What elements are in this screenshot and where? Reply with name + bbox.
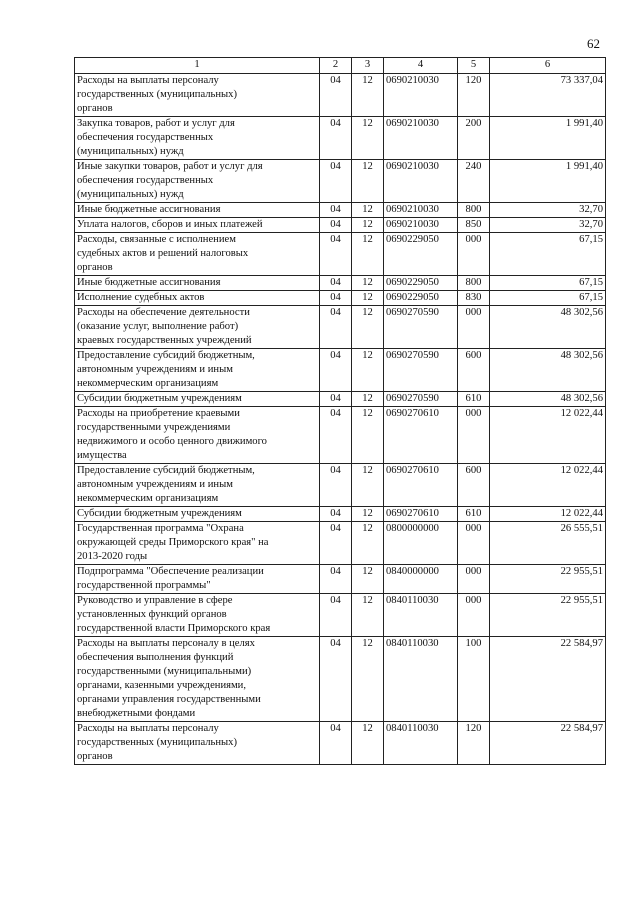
subsection-code: 12 [352, 594, 384, 637]
table-row [75, 722, 606, 765]
target-item-code: 0690210030 [384, 218, 458, 233]
subsection-code: 12 [352, 291, 384, 306]
amount-value: 12 022,44 [490, 407, 606, 464]
expense-type-code: 000 [458, 522, 490, 565]
section-code: 04 [320, 306, 352, 349]
target-item-code: 0840110030 [384, 594, 458, 637]
table-row [75, 291, 606, 306]
expense-type-code: 120 [458, 722, 490, 765]
description-line: некоммерческим организациям [77, 378, 219, 389]
table-row [75, 392, 606, 407]
page-number: 62 [587, 36, 600, 51]
row-description [75, 392, 320, 407]
target-item-code: 0690270610 [384, 464, 458, 507]
description-line: Руководство и управление в сфере [77, 595, 233, 606]
amount-value: 48 302,56 [490, 306, 606, 349]
section-code: 04 [320, 291, 352, 306]
table-row [75, 565, 606, 594]
description-line: Исполнение судебных актов [77, 292, 205, 303]
row-description [75, 349, 320, 392]
expense-type-code: 000 [458, 233, 490, 276]
description-line: государственных (муниципальных) [77, 737, 237, 748]
section-code: 04 [320, 233, 352, 276]
description-line: Расходы на выплаты персоналу в целях [77, 638, 255, 649]
subsection-code: 12 [352, 218, 384, 233]
description-line: некоммерческим организациям [77, 493, 219, 504]
row-description [75, 407, 320, 464]
expense-type-code: 000 [458, 594, 490, 637]
section-code: 04 [320, 594, 352, 637]
subsection-code: 12 [352, 203, 384, 218]
section-code: 04 [320, 637, 352, 722]
expense-type-code: 850 [458, 218, 490, 233]
description-line: органов [77, 262, 113, 273]
description-line: государственными учреждениями [77, 422, 231, 433]
section-code: 04 [320, 464, 352, 507]
description-line: органами управления государственными [77, 694, 261, 705]
row-description [75, 522, 320, 565]
description-line: Иные закупки товаров, работ и услуг для [77, 161, 263, 172]
target-item-code: 0690270590 [384, 349, 458, 392]
expense-type-code: 800 [458, 276, 490, 291]
expense-type-code: 120 [458, 74, 490, 117]
target-item-code: 0690210030 [384, 117, 458, 160]
budget-table [74, 57, 606, 765]
table-row [75, 637, 606, 722]
description-line: автономным учреждениям и иным [77, 364, 233, 375]
row-description [75, 117, 320, 160]
description-line: Расходы на выплаты персоналу [77, 75, 219, 86]
section-code: 04 [320, 160, 352, 203]
section-code: 04 [320, 565, 352, 594]
row-description [75, 291, 320, 306]
row-description [75, 218, 320, 233]
amount-value: 32,70 [490, 203, 606, 218]
row-description [75, 507, 320, 522]
description-line: краевых государственных учреждений [77, 335, 252, 346]
amount-value: 1 991,40 [490, 160, 606, 203]
row-description [75, 594, 320, 637]
table-row [75, 522, 606, 565]
target-item-code: 0690210030 [384, 160, 458, 203]
subsection-code: 12 [352, 464, 384, 507]
description-line: Предоставление субсидий бюджетным, [77, 465, 255, 476]
column-header-expense-type: 5 [458, 58, 490, 74]
expense-type-code: 000 [458, 565, 490, 594]
target-item-code: 0800000000 [384, 522, 458, 565]
amount-value: 26 555,51 [490, 522, 606, 565]
description-line: 2013-2020 годы [77, 551, 148, 562]
table-row [75, 74, 606, 117]
table-row [75, 203, 606, 218]
description-line: (муниципальных) нужд [77, 189, 184, 200]
table-header-row [75, 58, 606, 74]
expense-type-code: 610 [458, 392, 490, 407]
subsection-code: 12 [352, 565, 384, 594]
description-line: Расходы на выплаты персоналу [77, 723, 219, 734]
expense-type-code: 610 [458, 507, 490, 522]
description-line: государственных (муниципальных) [77, 89, 237, 100]
description-line: органов [77, 103, 113, 114]
amount-value: 48 302,56 [490, 392, 606, 407]
row-description [75, 203, 320, 218]
subsection-code: 12 [352, 74, 384, 117]
expense-type-code: 200 [458, 117, 490, 160]
description-line: недвижимого и особо ценного движимого [77, 436, 267, 447]
target-item-code: 0690229050 [384, 233, 458, 276]
description-line: судебных актов и решений налоговых [77, 248, 249, 259]
amount-value: 22 584,97 [490, 722, 606, 765]
description-line: органов [77, 751, 113, 762]
subsection-code: 12 [352, 306, 384, 349]
section-code: 04 [320, 276, 352, 291]
amount-value: 67,15 [490, 276, 606, 291]
target-item-code: 0690210030 [384, 74, 458, 117]
target-item-code: 0690270610 [384, 407, 458, 464]
row-description [75, 722, 320, 765]
table-row [75, 160, 606, 203]
expense-type-code: 830 [458, 291, 490, 306]
description-line: государственной власти Приморского края [77, 623, 271, 634]
expense-type-code: 240 [458, 160, 490, 203]
row-description [75, 565, 320, 594]
target-item-code: 0690210030 [384, 203, 458, 218]
description-line: Расходы, связанные с исполнением [77, 234, 236, 245]
row-description [75, 74, 320, 117]
section-code: 04 [320, 74, 352, 117]
description-line: автономным учреждениям и иным [77, 479, 233, 490]
amount-value: 32,70 [490, 218, 606, 233]
subsection-code: 12 [352, 407, 384, 464]
row-description [75, 276, 320, 291]
target-item-code: 0840110030 [384, 637, 458, 722]
description-line: государственной программы" [77, 580, 211, 591]
table-row [75, 349, 606, 392]
subsection-code: 12 [352, 160, 384, 203]
subsection-code: 12 [352, 392, 384, 407]
section-code: 04 [320, 203, 352, 218]
table-row [75, 117, 606, 160]
table-row [75, 407, 606, 464]
row-description [75, 637, 320, 722]
table-row [75, 464, 606, 507]
subsection-code: 12 [352, 117, 384, 160]
description-line: обеспечения государственных [77, 175, 214, 186]
subsection-code: 12 [352, 507, 384, 522]
table-row [75, 306, 606, 349]
target-item-code: 0690270590 [384, 306, 458, 349]
description-line: (муниципальных) нужд [77, 146, 184, 157]
description-line: Закупка товаров, работ и услуг для [77, 118, 235, 129]
expense-type-code: 000 [458, 306, 490, 349]
column-header-name: 1 [75, 58, 320, 74]
description-line: Предоставление субсидий бюджетным, [77, 350, 255, 361]
description-line: Иные бюджетные ассигнования [77, 277, 221, 288]
section-code: 04 [320, 522, 352, 565]
column-header-section: 2 [320, 58, 352, 74]
description-line: органами, казенными учреждениями, [77, 680, 247, 691]
target-item-code: 0690229050 [384, 276, 458, 291]
table-row [75, 218, 606, 233]
section-code: 04 [320, 349, 352, 392]
description-line: государственными (муниципальными) [77, 666, 252, 677]
section-code: 04 [320, 218, 352, 233]
column-header-target-item: 4 [384, 58, 458, 74]
table-row [75, 594, 606, 637]
column-header-amount: 6 [490, 58, 606, 74]
description-line: (оказание услуг, выполнение работ) [77, 321, 239, 332]
amount-value: 48 302,56 [490, 349, 606, 392]
description-line: обеспечения государственных [77, 132, 214, 143]
expense-type-code: 800 [458, 203, 490, 218]
amount-value: 67,15 [490, 233, 606, 276]
amount-value: 1 991,40 [490, 117, 606, 160]
expense-type-code: 100 [458, 637, 490, 722]
row-description [75, 233, 320, 276]
expense-type-code: 600 [458, 464, 490, 507]
description-line: Субсидии бюджетным учреждениям [77, 508, 242, 519]
column-header-subsection: 3 [352, 58, 384, 74]
description-line: Расходы на обеспечение деятельности [77, 307, 250, 318]
amount-value: 12 022,44 [490, 464, 606, 507]
target-item-code: 0690270590 [384, 392, 458, 407]
amount-value: 12 022,44 [490, 507, 606, 522]
target-item-code: 0840110030 [384, 722, 458, 765]
section-code: 04 [320, 392, 352, 407]
target-item-code: 0840000000 [384, 565, 458, 594]
target-item-code: 0690229050 [384, 291, 458, 306]
table-row [75, 507, 606, 522]
subsection-code: 12 [352, 522, 384, 565]
row-description [75, 160, 320, 203]
row-description [75, 464, 320, 507]
row-description [75, 306, 320, 349]
amount-value: 67,15 [490, 291, 606, 306]
section-code: 04 [320, 117, 352, 160]
table-body [75, 74, 606, 765]
subsection-code: 12 [352, 637, 384, 722]
expense-type-code: 600 [458, 349, 490, 392]
amount-value: 22 584,97 [490, 637, 606, 722]
section-code: 04 [320, 722, 352, 765]
description-line: Подпрограмма "Обеспечение реализации [77, 566, 264, 577]
description-line: Уплата налогов, сборов и иных платежей [77, 219, 263, 230]
subsection-code: 12 [352, 233, 384, 276]
description-line: Субсидии бюджетным учреждениям [77, 393, 242, 404]
section-code: 04 [320, 507, 352, 522]
amount-value: 22 955,51 [490, 594, 606, 637]
table-row [75, 276, 606, 291]
description-line: установленных функций органов [77, 609, 227, 620]
expense-type-code: 000 [458, 407, 490, 464]
description-line: Расходы на приобретение краевыми [77, 408, 240, 419]
subsection-code: 12 [352, 276, 384, 291]
subsection-code: 12 [352, 722, 384, 765]
description-line: внебюджетными фондами [77, 708, 196, 719]
section-code: 04 [320, 407, 352, 464]
description-line: имущества [77, 450, 127, 461]
table-row [75, 233, 606, 276]
target-item-code: 0690270610 [384, 507, 458, 522]
description-line: Государственная программа "Охрана [77, 523, 244, 534]
subsection-code: 12 [352, 349, 384, 392]
amount-value: 73 337,04 [490, 74, 606, 117]
amount-value: 22 955,51 [490, 565, 606, 594]
description-line: обеспечения выполнения функций [77, 652, 234, 663]
description-line: окружающей среды Приморского края" на [77, 537, 269, 548]
description-line: Иные бюджетные ассигнования [77, 204, 221, 215]
